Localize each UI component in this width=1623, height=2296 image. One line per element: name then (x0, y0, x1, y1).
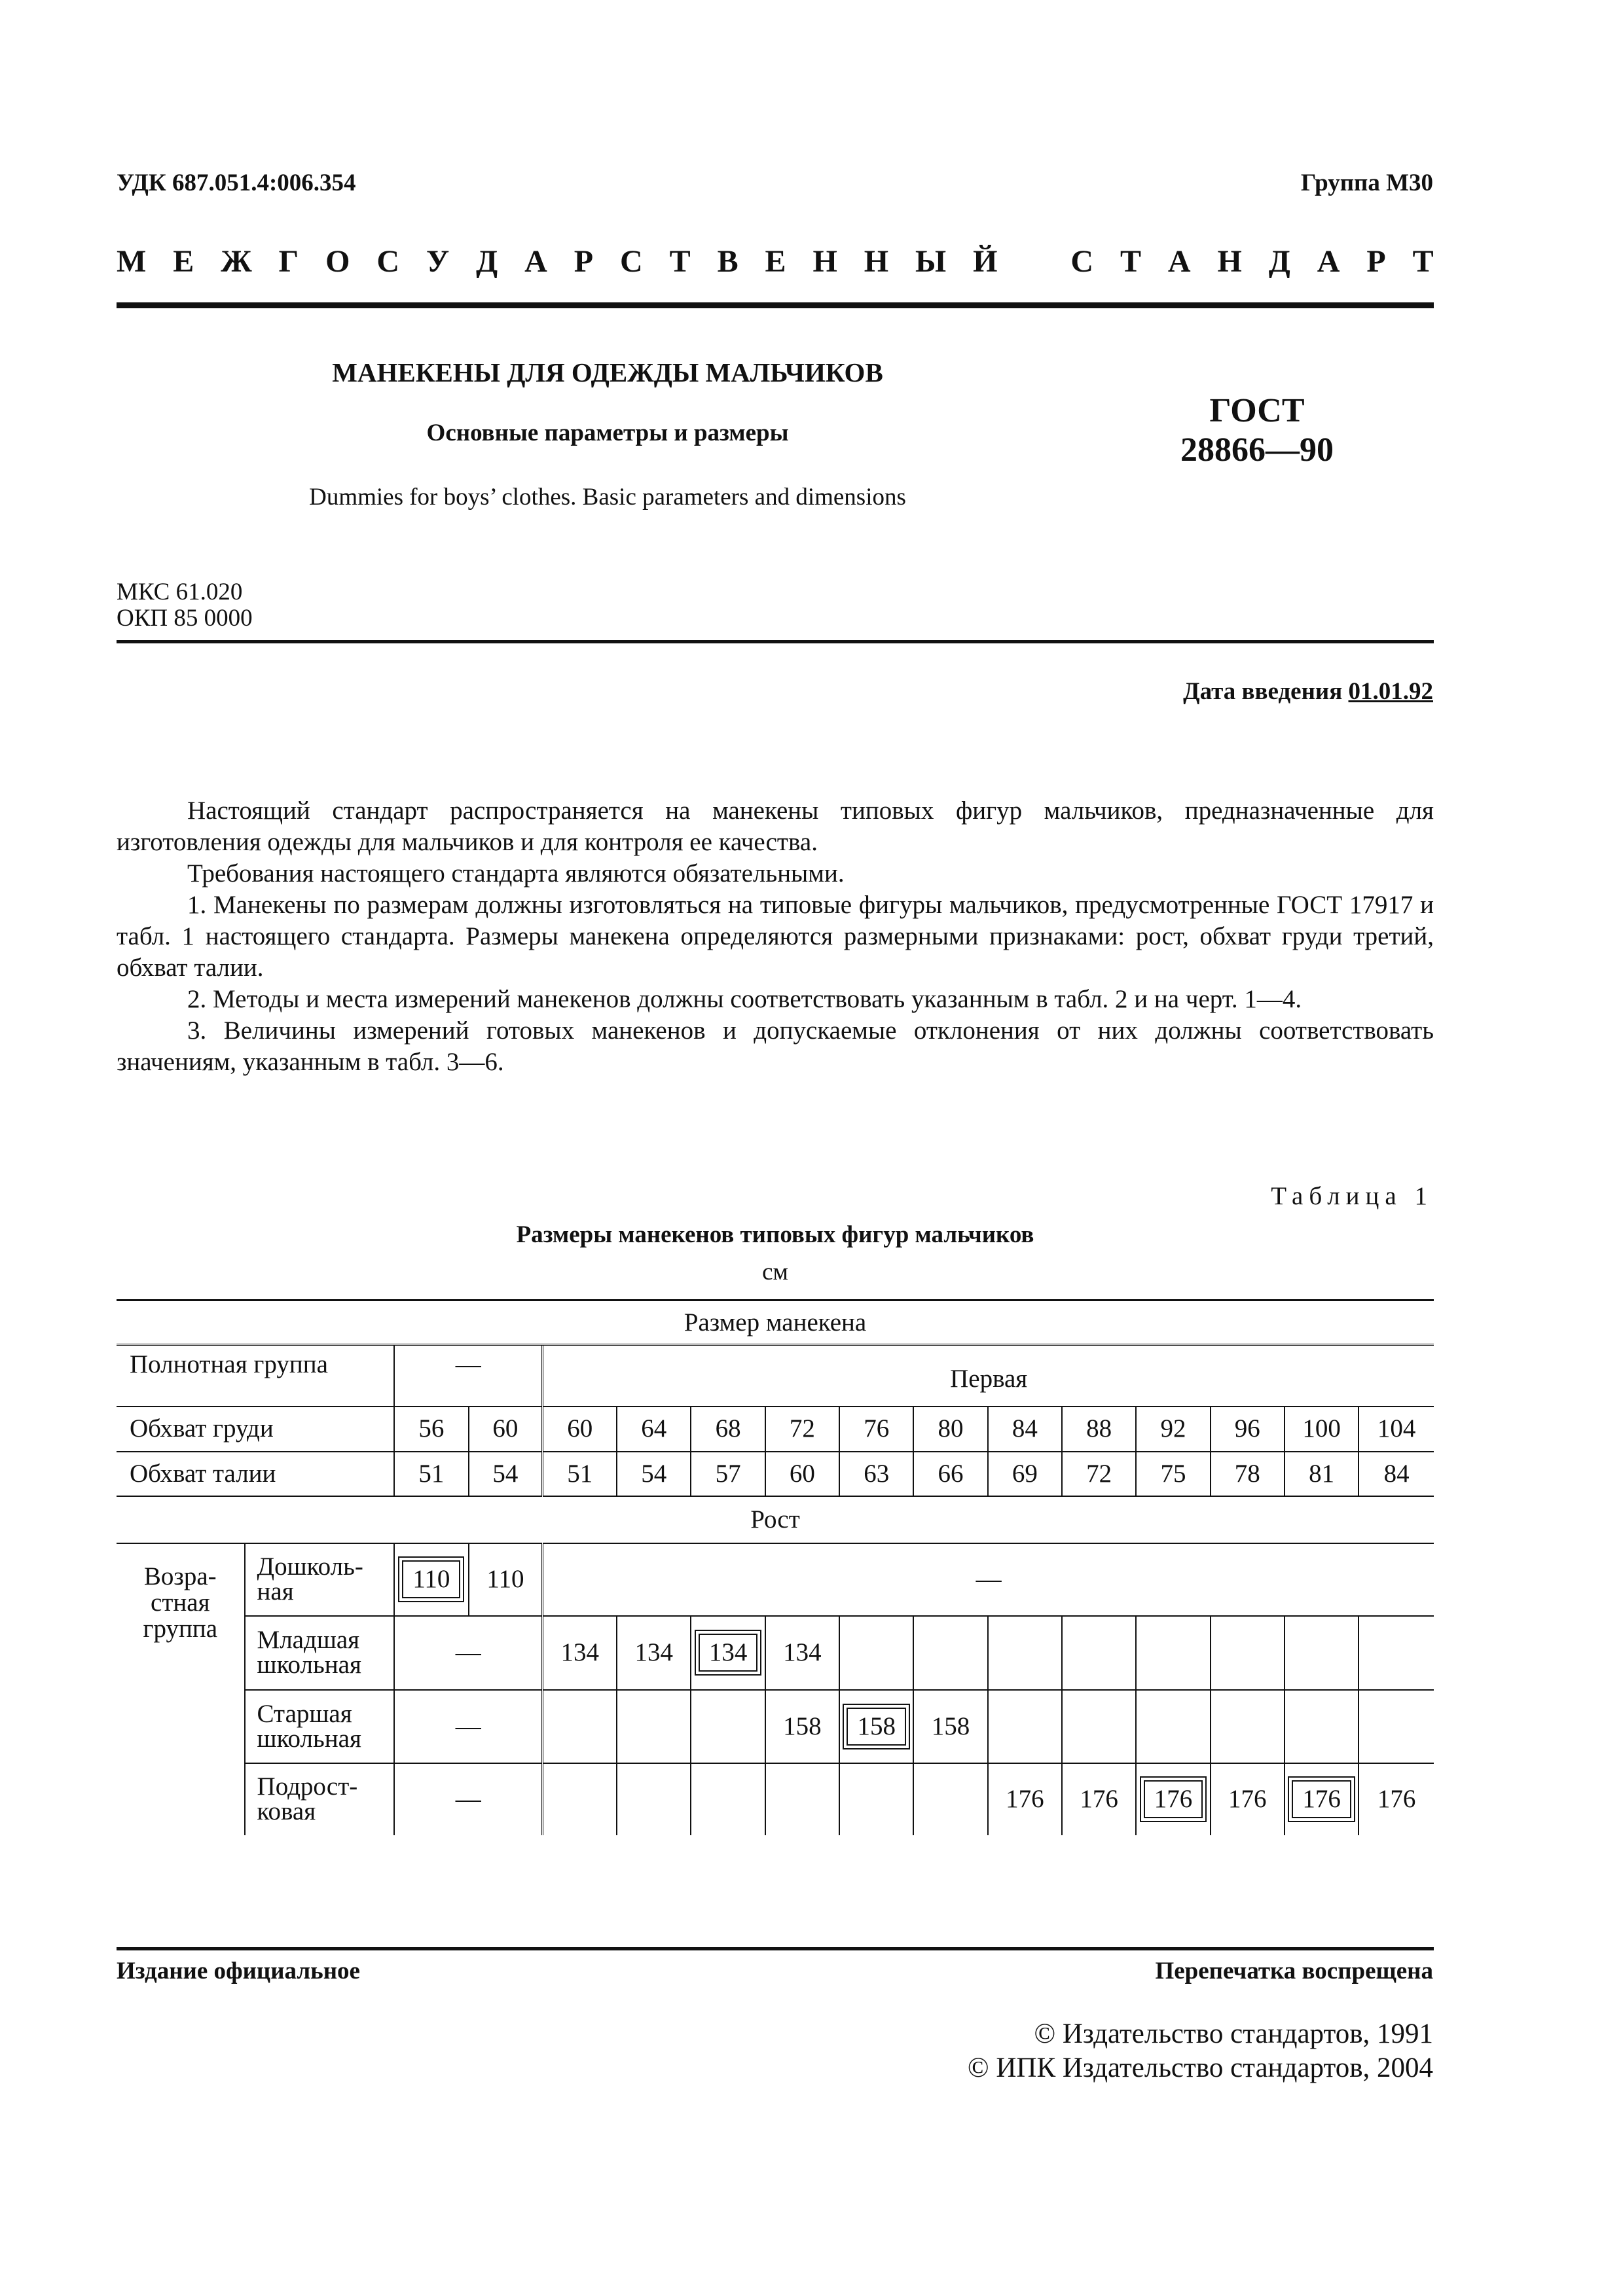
waist-cell: 72 (1062, 1452, 1136, 1496)
okp-code: ОКП 85 0000 (117, 605, 253, 632)
chest-cell: 88 (1062, 1407, 1136, 1452)
heading-letter: Р (1366, 244, 1386, 279)
chest-cell: 80 (913, 1407, 987, 1452)
table-number: Таблица 1 (1271, 1182, 1433, 1210)
height-header: Рост (117, 1496, 1434, 1543)
height-cell (1136, 1690, 1210, 1763)
size-header: Размер манекена (117, 1300, 1434, 1345)
chest-cell: 84 (988, 1407, 1062, 1452)
udk-code: УДК 687.051.4:006.354 (117, 170, 356, 196)
gost-label: ГОСТ (1209, 392, 1305, 429)
height-cell (394, 1543, 468, 1616)
waist-cell: 63 (839, 1452, 913, 1496)
height-cell (1285, 1690, 1359, 1763)
reprint-prohibited: Перепечатка воспрещена (1155, 1958, 1433, 1984)
body-text (117, 795, 1434, 1078)
copyright-1991: © Издательство стандартов, 1991 (1034, 2018, 1433, 2049)
heading-letter: Е (765, 244, 786, 279)
height-dash: — (543, 1543, 1434, 1616)
copyright-2004: © ИПК Издательство стандартов, 2004 (967, 2053, 1433, 2083)
heading-letter: Н (864, 244, 889, 279)
group-code: Группа М30 (1300, 170, 1433, 196)
waist-cell: 57 (691, 1452, 765, 1496)
waist-cell: 51 (394, 1452, 468, 1496)
heading-letter: Т (1412, 244, 1434, 279)
chest-label: Обхват груди (117, 1407, 394, 1452)
chest-cell: 60 (469, 1407, 543, 1452)
heading-letter: Й (973, 244, 998, 279)
heading-letter: М (117, 244, 147, 279)
height-dash: — (394, 1763, 543, 1835)
heading-letter (1024, 243, 1044, 279)
mks-code: МКС 61.020 (117, 579, 243, 605)
height-cell (1136, 1763, 1210, 1835)
height-cell (839, 1763, 913, 1835)
heading-letter: Н (1217, 244, 1242, 279)
age-group-label: Возра- стная группа (117, 1543, 245, 1835)
heading-letter: В (717, 244, 739, 279)
fullness-dash: — (394, 1345, 543, 1407)
height-cell (543, 1763, 617, 1835)
chest-cell: 100 (1285, 1407, 1359, 1452)
waist-cell: 60 (765, 1452, 839, 1496)
paragraph-scope: Настоящий стандарт распространяется на манекены типовых фигур мальчиков, предназначенные для изготовления одежды для мальчиков и для контроля ее качества. (117, 797, 1434, 856)
height-cell (1359, 1616, 1434, 1690)
waist-cell: 66 (913, 1452, 987, 1496)
heading-letter: Д (1268, 244, 1290, 279)
height-cell: 158 (765, 1690, 839, 1763)
height-cell (913, 1616, 987, 1690)
chest-cell: 72 (765, 1407, 839, 1452)
height-cell (691, 1690, 765, 1763)
paragraph-mandatory: Требования настоящего стандарта являются обязательными. (187, 859, 845, 888)
height-cell (988, 1690, 1062, 1763)
height-cell (1359, 1690, 1434, 1763)
age-row-senior: Старшая школьная (245, 1690, 395, 1763)
height-cell (988, 1616, 1062, 1690)
document-subtitle: Основные параметры и размеры (426, 420, 789, 446)
heading-letter: А (524, 244, 547, 279)
chest-cell: 104 (1359, 1407, 1434, 1452)
table-unit: см (762, 1259, 788, 1285)
waist-cell: 84 (1359, 1452, 1434, 1496)
english-title: Dummies for boys’ clothes. Basic parameters and dimensions (309, 484, 906, 511)
height-boxed-value: 158 (847, 1708, 906, 1746)
heading-letter: А (1317, 244, 1340, 279)
waist-cell: 81 (1285, 1452, 1359, 1496)
height-cell (617, 1690, 691, 1763)
heading-letter: О (325, 244, 350, 279)
fullness-label: Полнотная группа (117, 1345, 394, 1407)
copyright-block (968, 2017, 1433, 2085)
height-cell (1285, 1763, 1359, 1835)
paragraph-2: 2. Методы и места измерений манекенов должны соответствовать указанным в табл. 2 и на черт. 1—4. (187, 985, 1302, 1013)
age-row-junior: Младшая школьная (245, 1616, 395, 1690)
chest-cell: 92 (1136, 1407, 1210, 1452)
classification-codes (117, 579, 253, 632)
interstate-standard-heading (117, 243, 1434, 279)
age-row-teen: Подрост- ковая (245, 1763, 395, 1835)
height-cell (543, 1690, 617, 1763)
height-boxed-value: 176 (1144, 1780, 1203, 1818)
heading-letter: Р (574, 244, 594, 279)
chest-cell: 68 (691, 1407, 765, 1452)
heading-letter: С (376, 244, 400, 279)
paragraph-1: 1. Манекены по размерам должны изготовляться на типовые фигуры мальчиков, предусмотренные ГОСТ 17917 и табл. 1 настоящего стандарта. Размеры манекена определяются размерными признаками: рост, обхват груди третий, обхват талии. (117, 891, 1434, 982)
height-cell: 134 (543, 1616, 617, 1690)
heading-letter: Е (173, 244, 194, 279)
height-cell (691, 1763, 765, 1835)
height-cell: 134 (617, 1616, 691, 1690)
waist-cell: 54 (469, 1452, 543, 1496)
introduction-date (1183, 677, 1433, 706)
footer-rule (117, 1947, 1434, 1950)
waist-cell: 69 (988, 1452, 1062, 1496)
chest-cell: 60 (543, 1407, 617, 1452)
fullness-first: Первая (543, 1345, 1434, 1407)
paragraph-3: 3. Величины измерений готовых манекенов и допускаемые отклонения от них должны соответствовать значениям, указанным в табл. 3—6. (117, 1016, 1434, 1076)
heading-letter: А (1167, 244, 1191, 279)
heading-letter: Т (1120, 244, 1141, 279)
heading-letter: Ж (221, 244, 252, 279)
height-cell (765, 1763, 839, 1835)
height-cell (839, 1616, 913, 1690)
waist-cell: 78 (1211, 1452, 1285, 1496)
height-boxed-value: 110 (402, 1560, 460, 1598)
height-dash: — (394, 1616, 543, 1690)
height-cell (839, 1690, 913, 1763)
height-cell (691, 1616, 765, 1690)
table-title: Размеры манекенов типовых фигур мальчиков (516, 1221, 1034, 1248)
height-cell (1211, 1616, 1285, 1690)
waist-cell: 51 (543, 1452, 617, 1496)
height-cell: 158 (913, 1690, 987, 1763)
heading-letter: С (620, 244, 643, 279)
waist-label: Обхват талии (117, 1452, 394, 1496)
chest-cell: 64 (617, 1407, 691, 1452)
header-thick-rule (117, 302, 1434, 308)
height-cell: 110 (469, 1543, 543, 1616)
waist-cell: 54 (617, 1452, 691, 1496)
height-cell: 176 (988, 1763, 1062, 1835)
waist-cell: 75 (1136, 1452, 1210, 1496)
height-cell (1136, 1616, 1210, 1690)
heading-letter: Д (476, 244, 498, 279)
heading-letter: Г (278, 244, 299, 279)
heading-letter: Т (669, 244, 691, 279)
height-cell (913, 1763, 987, 1835)
chest-cell: 96 (1211, 1407, 1285, 1452)
height-boxed-value: 134 (699, 1634, 758, 1672)
height-cell (1285, 1616, 1359, 1690)
height-cell (617, 1763, 691, 1835)
chest-cell: 56 (394, 1407, 468, 1452)
height-cell (1211, 1690, 1285, 1763)
height-boxed-value: 176 (1292, 1780, 1351, 1818)
height-cell: 176 (1062, 1763, 1136, 1835)
heading-letter: Н (812, 244, 837, 279)
height-dash: — (394, 1690, 543, 1763)
document-title: МАНЕКЕНЫ ДЛЯ ОДЕЖДЫ МАЛЬЧИКОВ (332, 357, 883, 387)
chest-cell: 76 (839, 1407, 913, 1452)
heading-letter: Ы (915, 244, 947, 279)
date-value: 01.01.92 (1348, 678, 1433, 705)
heading-letter: С (1070, 244, 1093, 279)
date-label: Дата введения (1183, 678, 1343, 705)
gost-designation (1159, 391, 1355, 470)
heading-letter: У (426, 244, 450, 279)
size-table (117, 1299, 1434, 1835)
height-cell: 176 (1359, 1763, 1434, 1835)
gost-number: 28866—90 (1180, 431, 1334, 469)
age-row-preschool: Дошколь- ная (245, 1543, 395, 1616)
official-edition: Издание официальное (117, 1958, 360, 1984)
height-cell (1062, 1616, 1136, 1690)
height-cell: 176 (1211, 1763, 1285, 1835)
height-cell (1062, 1690, 1136, 1763)
height-cell: 134 (765, 1616, 839, 1690)
codes-rule (117, 640, 1434, 643)
